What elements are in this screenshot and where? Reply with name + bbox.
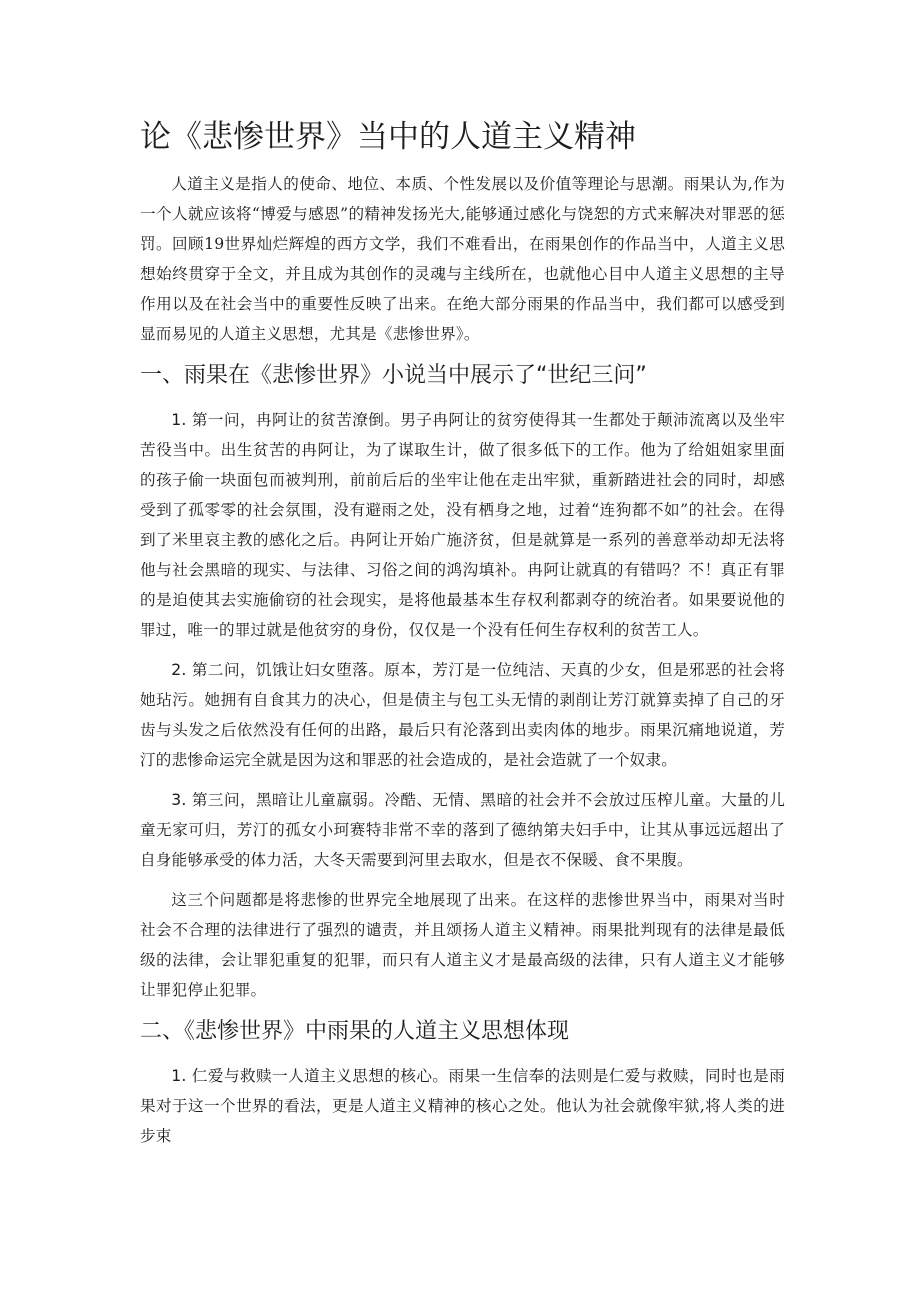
page-title: 论《悲惨世界》当中的人道主义精神 (140, 119, 636, 155)
list-number: 1 (171, 1067, 182, 1085)
intro-paragraph: 人道主义是指人的使命、地位、本质、个性发展以及价值等理论与思潮。雨果认为,作为一个人就应该将“博爱与感恩”的精神发扬光大,能够通过感化与饶恕的方式来解决对罪恶的惩罚。回顾19世界灿烂辉煌的西方文学，我们不难看出，在雨果创作的作品当中，人道主义思想始终贯穿于全文，并且成为其创作的灵魂与主线所在，也就他心目中人道主义思想的主导作用以及在社会当中的重要性反映了出来。在绝大部分雨果的作品当中，我们都可以感受到显而易见的人道主义思想，尤其是《悲惨世界》。 (140, 175, 785, 343)
paragraph-text: . 第三问，黑暗让儿童羸弱。冷酷、无情、黑暗的社会并不会放过压榨儿童。大量的儿童无家可归，芳汀的孤女小珂赛特非常不幸的落到了德纳第夫妇手中，让其从事远远超出了自身能够承受的体力活，大冬天需要到河里去取水，但是衣不保暖、食不果腹。 (140, 791, 785, 869)
section-2-heading: 二、《悲惨世界》中雨果的人道主义思想体现 (140, 1019, 570, 1044)
paragraph-text: . 第二问，饥饿让妇女堕落。原本，芳汀是一位纯洁、天真的少女，但是邪恶的社会将她玷污。她拥有自食其力的决心，但是债主与包工头无情的剥削让芳汀就算卖掉了自己的牙齿与头发之后依然没有任何的出路，最后只有沦落到出卖肉体的地步。雨果沉痛地说道，芳汀的悲惨命运完全就是因为这和罪恶的社会造成的，是社会造就了一个奴隶。 (140, 661, 785, 769)
section-1-paragraph-2 (140, 655, 785, 775)
section-1-heading: 一、雨果在《悲惨世界》小说当中展示了“世纪三问” (140, 363, 647, 388)
document-page (140, 115, 785, 1161)
section-2-paragraph-1 (140, 1061, 785, 1151)
section-1-summary: 这三个问题都是将悲惨的世界完全地展现了出来。在这样的悲惨世界当中，雨果对当时社会不合理的法律进行了强烈的谴责，并且颂扬人道主义精神。雨果批判现有的法律是最低级的法律，会让罪犯重复的犯罪，而只有人道主义才是最高级的法律，只有人道主义才能够让罪犯停止犯罪。 (140, 891, 785, 999)
list-number: 3 (171, 791, 182, 809)
section-1-paragraph-3 (140, 785, 785, 875)
section-1-paragraph-1 (140, 405, 785, 645)
list-number: 1 (171, 411, 182, 429)
paragraph-text: . 第一问，冉阿让的贫苦潦倒。男子冉阿让的贫穷使得其一生都处于颠沛流离以及坐牢苦役当中。出生贫苦的冉阿让，为了谋取生计，做了很多低下的工作。他为了给姐姐家里面的孩子偷一块面包而被判刑，前前后后的坐牢让他在走出牢狱，重新踏进社会的同时，却感受到了孤零零的社会氛围，没有避雨之处，没有栖身之地，过着“连狗都不如”的社会。在得到了米里哀主教的感化之后。冉阿让开始广施济贫，但是就算是一系列的善意举动却无法将他与社会黑暗的现实、与法律、习俗之间的鸿沟填补。冉阿让就真的有错吗？不！真正有罪的是迫使其去实施偷窃的社会现实，是将他最基本生存权利都剥夺的统治者。如果要说他的罪过，唯一的罪过就是他贫穷的身份，仅仅是一个没有任何生存权利的贫苦工人。 (140, 411, 785, 639)
list-number: 2 (171, 661, 182, 679)
paragraph-text: . 仁爱与救赎一人道主义思想的核心。雨果一生信奉的法则是仁爱与救赎，同时也是雨果对于这一个世界的看法，更是人道主义精神的核心之处。他认为社会就像牢狱,将人类的进步束 (140, 1067, 785, 1145)
